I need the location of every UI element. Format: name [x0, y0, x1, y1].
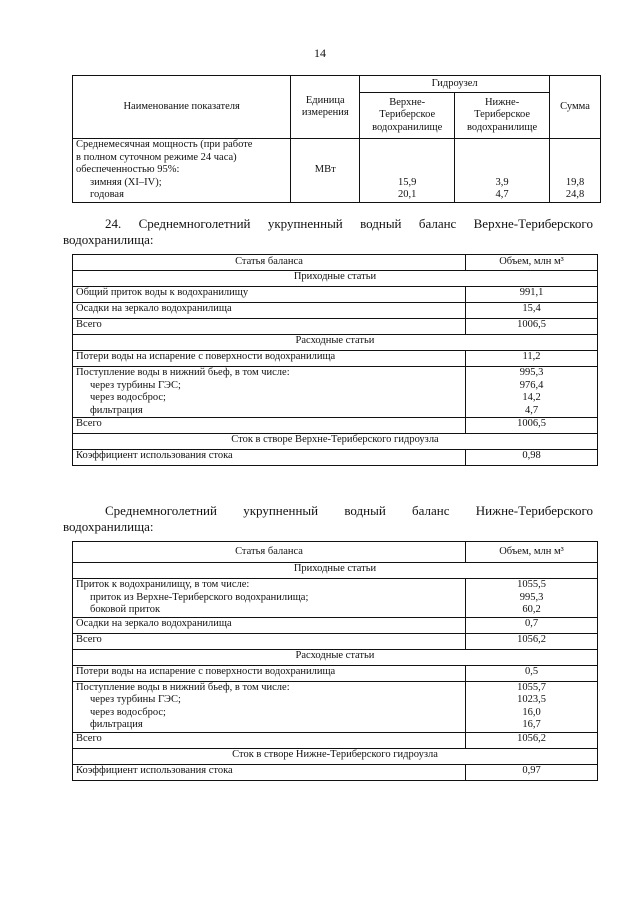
- flow-section-header: Сток в створе Нижне-Териберского гидроузла: [73, 748, 598, 764]
- col-item-header: Статья баланса: [73, 542, 466, 563]
- income-total-label: Всего: [73, 633, 466, 649]
- header-lower-reservoir: Нижне-Териберское водохранилище: [455, 93, 550, 139]
- coef-value: 0,97: [466, 764, 598, 780]
- section-heading-upper: 24. Среднемноголетний укрупненный водный баланс Верхне-Териберского водохранилища:: [63, 216, 593, 247]
- upper-balance-table: [72, 254, 598, 466]
- col-item-header: Статья баланса: [73, 255, 466, 271]
- col-volume-header: Объем, млн м³: [466, 542, 598, 563]
- income-section-header: Приходные статьи: [73, 563, 598, 579]
- header-unit: Единица измерения: [291, 76, 360, 139]
- income-total-value: 1056,2: [466, 633, 598, 649]
- expense-section-header: Расходные статьи: [73, 335, 598, 351]
- evaporation-value: 11,2: [466, 351, 598, 367]
- outflow-labels: Поступление воды в нижний бьеф, в том числе: через турбины ГЭС; через водосброс; фильтрация: [73, 681, 466, 732]
- expense-total-value: 1006,5: [466, 418, 598, 434]
- section-heading-lower: Среднемноголетний укрупненный водный баланс Нижне-Териберского водохранилища:: [63, 503, 593, 534]
- expense-section-header: Расходные статьи: [73, 649, 598, 665]
- header-hydronode: Гидроузел: [360, 76, 550, 93]
- evaporation-value: 0,5: [466, 665, 598, 681]
- income-total-label: Всего: [73, 319, 466, 335]
- outflow-values: 1055,7 1023,5 16,0 16,7: [466, 681, 598, 732]
- capacity-table: [72, 75, 601, 203]
- expense-total-label: Всего: [73, 732, 466, 748]
- income-row-value: 15,4: [466, 303, 598, 319]
- income-row-label: Осадки на зеркало водохранилища: [73, 303, 466, 319]
- expense-total-value: 1056,2: [466, 732, 598, 748]
- capacity-upper-values: 15,9 20,1: [360, 139, 455, 203]
- capacity-label: Среднемесячная мощность (при работе в полном суточном режиме 24 часа) обеспеченностью 95%: зимняя (XI–IV); годовая: [73, 139, 291, 203]
- coef-value: 0,98: [466, 450, 598, 466]
- header-upper-reservoir: Верхне-Териберское водохранилище: [360, 93, 455, 139]
- col-volume-header: Объем, млн м³: [466, 255, 598, 271]
- inflow-values: 1055,5 995,3 60,2: [466, 579, 598, 618]
- evaporation-label: Потери воды на испарение с поверхности водохранилища: [73, 351, 466, 367]
- capacity-unit: МВт: [291, 139, 360, 203]
- page-number: 14: [314, 46, 326, 60]
- coef-label: Коэффициент использования стока: [73, 764, 466, 780]
- coef-label: Коэффициент использования стока: [73, 450, 466, 466]
- outflow-values: 995,3 976,4 14,2 4,7: [466, 367, 598, 418]
- outflow-labels: Поступление воды в нижний бьеф, в том числе: через турбины ГЭС; через водосброс; фильтрация: [73, 367, 466, 418]
- precip-label: Осадки на зеркало водохранилища: [73, 617, 466, 633]
- income-row-label: Общий приток воды к водохранилищу: [73, 287, 466, 303]
- header-indicator: Наименование показателя: [73, 76, 291, 139]
- capacity-sum-values: 19,8 24,8: [550, 139, 601, 203]
- income-section-header: Приходные статьи: [73, 271, 598, 287]
- expense-total-label: Всего: [73, 418, 466, 434]
- header-sum: Сумма: [550, 76, 601, 139]
- lower-balance-table: [72, 541, 598, 781]
- precip-value: 0,7: [466, 617, 598, 633]
- income-row-value: 991,1: [466, 287, 598, 303]
- evaporation-label: Потери воды на испарение с поверхности водохранилища: [73, 665, 466, 681]
- income-total-value: 1006,5: [466, 319, 598, 335]
- inflow-labels: Приток к водохранилищу, в том числе: приток из Верхне-Териберского водохранилища; боковой приток: [73, 579, 466, 618]
- capacity-lower-values: 3,9 4,7: [455, 139, 550, 203]
- flow-section-header: Сток в створе Верхне-Териберского гидроузла: [73, 434, 598, 450]
